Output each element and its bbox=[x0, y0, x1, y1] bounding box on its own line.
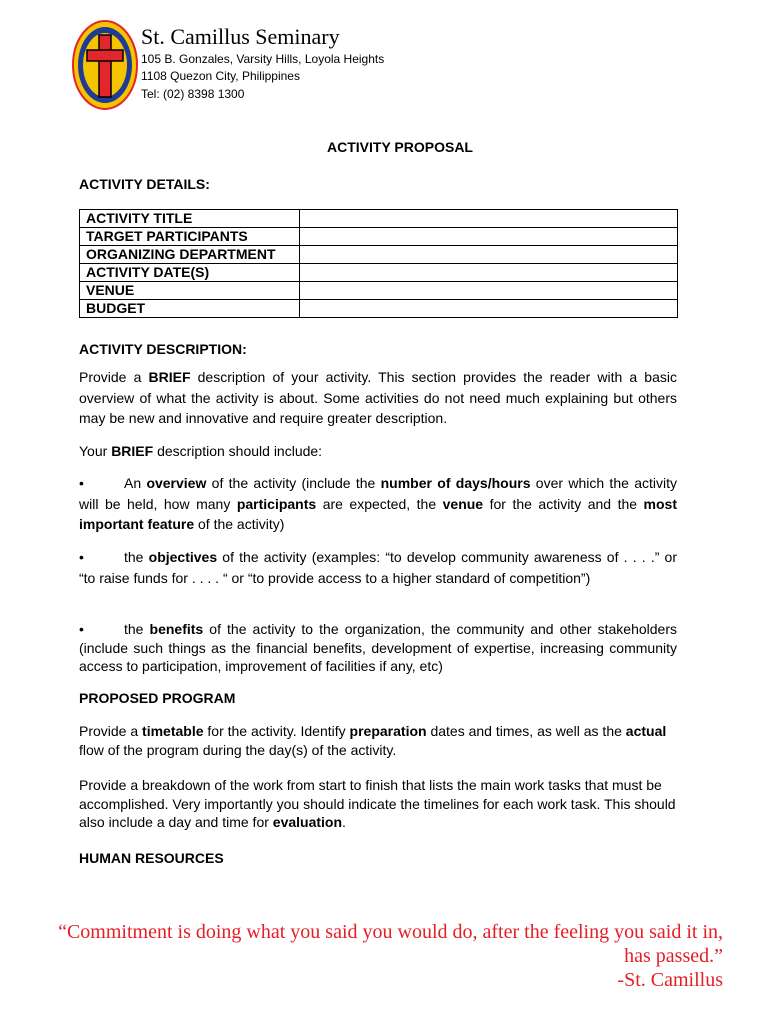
row-value-field[interactable] bbox=[300, 228, 678, 246]
table-row bbox=[80, 228, 678, 246]
table-row bbox=[80, 246, 678, 264]
row-value-field[interactable] bbox=[300, 264, 678, 282]
address-line-2: 1108 Quezon City, Philippines bbox=[141, 69, 300, 83]
row-label: ORGANIZING DEPARTMENT bbox=[80, 246, 300, 264]
activity-details-heading: ACTIVITY DETAILS: bbox=[79, 176, 210, 192]
quote-line-1: “Commitment is doing what you said you would do, after the feeling you said it in, bbox=[58, 921, 723, 943]
bullet-benefits: • the benefits of the activity to the organization, the community and other stakeholders (include such things as the financial benefits, development of expertise, increasing community access to participation, improvement of facilities if any, etc) bbox=[79, 621, 677, 674]
row-label: ACTIVITY TITLE bbox=[80, 210, 300, 228]
description-paragraph: Provide a BRIEF description of your activity. This section provides the reader with a basic overview of what the activity is about. Some activities do not need much explaining but others may be new and innovative and require greater description. bbox=[79, 369, 677, 426]
footer-quote bbox=[23, 920, 723, 992]
bullet-overview: • An overview of the activity (include the number of days/hours over which the activity will be held, how many participants are expected, the venue for the activity and the most important feature of the activity) bbox=[79, 475, 677, 532]
table-row bbox=[80, 282, 678, 300]
phone-number: Tel: (02) 8398 1300 bbox=[141, 87, 245, 101]
school-name: St. Camillus Seminary bbox=[141, 24, 340, 49]
table-row bbox=[80, 210, 678, 228]
table-row bbox=[80, 264, 678, 282]
program-breakdown-paragraph: Provide a breakdown of the work from start to finish that lists the main work tasks that must be accomplished. Very importantly you should indicate the timelines for each work task. This should also include a day and time for evaluation. bbox=[79, 777, 676, 830]
row-label: BUDGET bbox=[80, 300, 300, 318]
bullet-icon: • bbox=[79, 621, 84, 637]
row-value-field[interactable] bbox=[300, 300, 678, 318]
proposed-program-heading: PROPOSED PROGRAM bbox=[79, 690, 236, 706]
cross-seal-icon bbox=[72, 20, 138, 110]
human-resources-heading: HUMAN RESOURCES bbox=[79, 850, 224, 866]
row-value-field[interactable] bbox=[300, 246, 678, 264]
program-timetable-paragraph: Provide a timetable for the activity. Identify preparation dates and times, as well as the actual flow of the program during the day(s) of the activity. bbox=[79, 723, 667, 758]
row-label: ACTIVITY DATE(S) bbox=[80, 264, 300, 282]
row-value-field[interactable] bbox=[300, 210, 678, 228]
address-line-1: 105 B. Gonzales, Varsity Hills, Loyola Heights bbox=[141, 52, 385, 66]
document-title: ACTIVITY PROPOSAL bbox=[327, 139, 473, 155]
row-value-field[interactable] bbox=[300, 282, 678, 300]
seminary-logo bbox=[72, 20, 138, 110]
table-row bbox=[80, 300, 678, 318]
quote-line-2: has passed.” bbox=[624, 945, 723, 967]
bullet-objectives: • the objectives of the activity (examples: “to develop community awareness of . . . .” or “to raise funds for . . . . “ or “to provide access to a higher standard of competition”) bbox=[79, 549, 677, 586]
description-include-paragraph: Your BRIEF description should include: bbox=[79, 443, 323, 459]
activity-details-table bbox=[79, 209, 678, 318]
quote-author: -St. Camillus bbox=[617, 969, 723, 991]
row-label: VENUE bbox=[80, 282, 300, 300]
bullet-icon: • bbox=[79, 475, 84, 491]
activity-description-heading: ACTIVITY DESCRIPTION: bbox=[79, 341, 247, 357]
row-label: TARGET PARTICIPANTS bbox=[80, 228, 300, 246]
bullet-icon: • bbox=[79, 549, 84, 565]
